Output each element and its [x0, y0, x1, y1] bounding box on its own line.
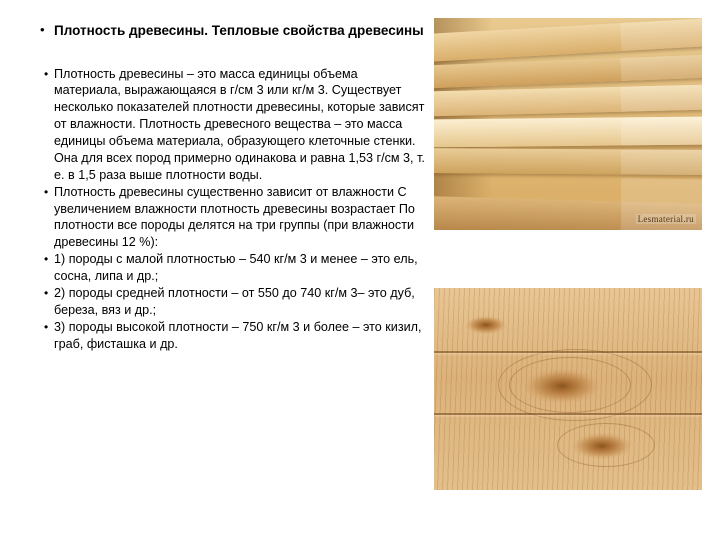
- body-bullet-text: Плотность древесины существенно зависит от влажности С увеличением влажности плотность древесины возрастает По плотности все породы делятся на три группы (при влажности древесины 12 %):: [54, 184, 415, 250]
- plank-end-face: [620, 18, 702, 51]
- wood-knot: [466, 316, 506, 334]
- slide-text-column: [26, 22, 426, 352]
- bullet-marker-icon: •: [44, 66, 49, 81]
- body-bullet-text: 3) породы высокой плотности – 750 кг/м 3 и более – это кизил, граб, фисташка и др.: [54, 319, 422, 351]
- bullet-marker-icon: •: [44, 252, 49, 267]
- bullet-marker-icon: •: [44, 319, 49, 334]
- plank-layer: [434, 116, 702, 147]
- body-bullet-2: [26, 184, 426, 252]
- bullet-marker-icon: •: [40, 22, 45, 37]
- corner-accent: [646, 524, 720, 540]
- body-bullet-text: Плотность древесины – это масса единицы объема материала, выражающаяся в г/см 3 или кг/м 3. Существует несколько показателей плотности древесины, которые зависят от влажности. Плотность древесного вещества – это масса единицы объема материала, образующего клеточные стенки. Она для всех пород примерно одинакова и равна 1,53 г/см 3, т. е. в 1,5 раза выше плотности воды.: [54, 66, 425, 182]
- bullet-marker-icon: •: [44, 285, 49, 300]
- photo-watermark: Lesmaterial.ru: [637, 214, 694, 224]
- body-bullet-3: [26, 251, 426, 285]
- stacked-wooden-planks-photo: [434, 18, 702, 230]
- body-bullet-1: [26, 66, 426, 184]
- body-bullet-4: [26, 285, 426, 319]
- body-bullet-text: 2) породы средней плотности – от 550 до 740 кг/м 3– это дуб, береза, вяз и др.;: [54, 285, 415, 317]
- board-seam: [434, 413, 702, 415]
- title-bullet-row: [26, 22, 426, 40]
- plank-end-face: [621, 84, 702, 112]
- page-title: Плотность древесины. Тепловые свойства древесины: [54, 23, 424, 38]
- plank-end-face: [621, 150, 702, 176]
- bullet-marker-icon: •: [44, 184, 49, 199]
- wood-knot: [525, 369, 599, 403]
- plank-end-face: [621, 54, 702, 82]
- plank-end-face: [621, 116, 702, 145]
- plank-layer: [434, 148, 702, 176]
- wood-grain-boards-photo: [434, 288, 702, 490]
- body-bullet-5: [26, 319, 426, 353]
- board-seam: [434, 351, 702, 353]
- body-bullet-text: 1) породы с малой плотностью – 540 кг/м 3 и менее – это ель, сосна, липа и др.;: [54, 252, 418, 284]
- title-body-spacer: [26, 44, 426, 66]
